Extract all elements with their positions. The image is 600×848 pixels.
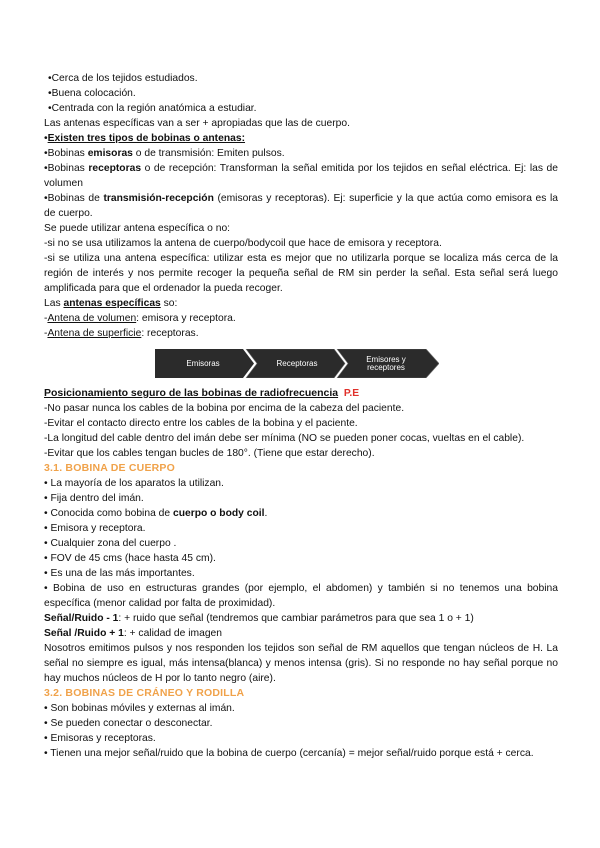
- bullet-paragraph: • Bobina de uso en estructuras grandes (por ejemplo, el abdomen) y también si no tenemos una bobina específica (menor calidad por falta de proximidad).: [44, 583, 558, 609]
- section-31-title: 3.1. BOBINA DE CUERPO: [44, 462, 175, 474]
- flow-step-3-label: Emisores y receptores: [366, 354, 406, 372]
- flow-step-1-label: Emisoras: [186, 358, 220, 368]
- pe-badge: P.E: [343, 388, 360, 399]
- text-line: -No pasar nunca los cables de la bobina por encima de la cabeza del paciente.: [44, 403, 405, 414]
- text-line: -si no se usa utilizamos la antena de cuerpo/bodycoil que hace de emisora y receptora.: [44, 238, 442, 249]
- text-line: -Evitar que los cables tengan bucles de 180°. (Tiene que estar derecho).: [44, 448, 375, 459]
- text: so:: [160, 298, 178, 309]
- text: : emisora y receptora.: [136, 313, 236, 324]
- bullet-line: • Son bobinas móviles y externas al imán.: [44, 703, 235, 714]
- text: (emisoras y receptoras). Ej: superficie y la que actúa como emisora es la de cuerpo.: [44, 193, 558, 219]
- bullet-line: • Cualquier zona del cuerpo .: [44, 538, 177, 549]
- text: : + calidad de imagen: [123, 628, 223, 639]
- text-line: -Evitar el contacto directo entre los cables de la bobina y el paciente.: [44, 418, 358, 429]
- text: Bobinas: [47, 163, 89, 174]
- text: Bobinas: [47, 148, 88, 159]
- bullet-line: • Es una de las más importantes.: [44, 568, 195, 579]
- bullet-line: • Emisora y receptora.: [44, 523, 146, 534]
- document-page: [44, 71, 558, 761]
- bullet-line: • Se pueden conectar o desconectar.: [44, 718, 213, 729]
- flow-step-2-label: Receptoras: [276, 358, 318, 368]
- bullet-line: • La mayoría de los aparatos la utilizan.: [44, 478, 224, 489]
- text-line: Se puede utilizar antena específica o no:: [44, 223, 231, 234]
- bullet-line: •Centrada con la región anatómica a estudiar.: [48, 103, 257, 114]
- text-paragraph: Nosotros emitimos pulsos y nos responden los tejidos son señal de RM aquellos que tengan núcleos de H. La señal no siempre es igual, más intensa(blanca) y menos intensa (gris). Si no responde no hay señal porque no hay muchos núcleos de H por lo tanto negro (aire).: [44, 643, 558, 684]
- bold-term: Señal /Ruido + 1: [44, 628, 124, 639]
- antena-superficie-line: [44, 326, 558, 341]
- bullet-line: • Fija dentro del imán.: [44, 493, 144, 504]
- transmision-recepcion-line: •Bobinas de transmisión-recepción (emisoras y receptoras). Ej: superficie y la que actúa como emisora es la de cuerpo.: [44, 193, 558, 219]
- bullet-paragraph: • Tienen una mejor señal/ruido que la bobina de cuerpo (cercanía) = mejor señal/ruido porque está + cerca.: [44, 748, 534, 759]
- section-heading: [44, 386, 558, 401]
- bullet-line: •Buena colocación.: [48, 88, 136, 99]
- section-title: Posicionamiento seguro de las bobinas de radiofrecuencia: [44, 387, 339, 399]
- underlined-term: Antena de superficie: [47, 328, 142, 339]
- text: -: [44, 328, 48, 339]
- text-paragraph: -si se utiliza una antena específica: utilizar esta es mejor que no utilizarla porque se localiza más cerca de la región de interés y nos permite recoger la pequeña señal de RM sin perder la señal. Esta señal será luego amplificada para que el ordenador la pueda recoger.: [44, 253, 558, 294]
- text: : + ruido que señal (tendremos que cambiar parámetros para que sea 1 o + 1): [118, 613, 474, 624]
- process-diagram: [155, 349, 439, 378]
- text-line: Las antenas específicas van a ser + apropiadas que las de cuerpo.: [44, 118, 350, 129]
- signal-noise-line: [44, 626, 558, 641]
- receptoras-line: •Bobinas receptoras o de recepción: Transforman la señal emitida por los tejidos en señal eléctrica. Ej: las de volumen: [44, 163, 559, 189]
- types-heading-text: Existen tres tipos de bobinas o antenas:: [47, 133, 246, 144]
- bullet-line: [44, 506, 558, 521]
- text: -: [44, 313, 48, 324]
- text: o de recepción: Transforman la señal emitida por los tejidos en señal eléctrica. Ej: las de volumen: [44, 163, 559, 189]
- bullet-line: • FOV de 45 cms (hace hasta 45 cm).: [44, 553, 216, 564]
- bold-term: receptoras: [88, 163, 142, 174]
- bullet-line: •Cerca de los tejidos estudiados.: [48, 73, 198, 84]
- emisoras-line: •Bobinas emisoras o de transmisión: Emiten pulsos.: [44, 148, 285, 159]
- text: : receptoras.: [141, 328, 199, 339]
- underlined-term: Antena de volumen: [47, 313, 137, 324]
- text: .: [264, 508, 268, 519]
- antenas-especificas-line: [44, 296, 558, 311]
- text-paragraph: -La longitud del cable dentro del imán debe ser mínima (NO se pueden poner cocas, vueltas en el cable).: [44, 433, 525, 444]
- bullet-line: • Emisoras y receptoras.: [44, 733, 156, 744]
- bold-term: Señal/Ruido - 1: [44, 613, 119, 624]
- bold-term: cuerpo o body coil: [172, 508, 265, 519]
- antena-volumen-line: [44, 311, 558, 326]
- text: • Conocida como bobina de: [44, 508, 173, 519]
- text: o de transmisión: Emiten pulsos.: [132, 148, 285, 159]
- signal-noise-line: [44, 611, 558, 626]
- bold-term: transmisión-recepción: [103, 193, 214, 204]
- types-heading: •Existen tres tipos de bobinas o antenas:: [44, 133, 246, 144]
- text: Las: [44, 298, 64, 309]
- bold-term: antenas específicas: [63, 298, 161, 309]
- section-32-title: 3.2. BOBINAS DE CRÁNEO Y RODILLA: [44, 687, 245, 699]
- text: Bobinas de: [47, 193, 104, 204]
- bold-term: emisoras: [87, 148, 133, 159]
